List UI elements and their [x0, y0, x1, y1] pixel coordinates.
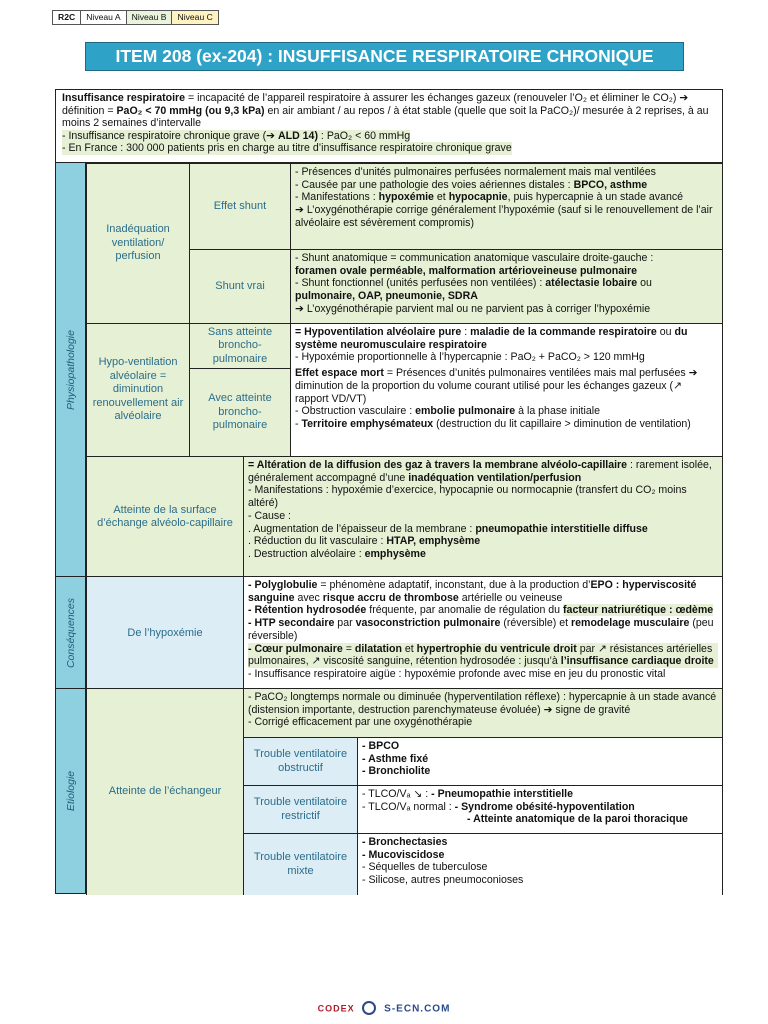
effet-shunt-text: - Présences d’unités pulmonaires perfusées normalement mais mal ventilées - Causée par une pathologie des voies aériennes distales : BPCO, asthme - Manifestations : hypoxémie et hypocapnie, puis hypercapnie à un stade avancé ➔ L’oxygénothérapie corrige généralement l’hypoxémie (sauf si le renouvellement de l’air alvéolaire est sévèrement compromis) — [290, 163, 723, 250]
echangeur-text: - PaCO₂ longtemps normale ou diminuée (hyperventilation réflexe) : hypercapnie à un stade avancé (distension importante, destruction parenchymateuse évoluée) ➔ signe de gravité - Corrigé efficacement par une oxygénothérapie — [243, 688, 723, 738]
label-inadequation: Inadéquation ventilation/ perfusion — [86, 163, 190, 324]
codex-logo: CODEX — [317, 1003, 355, 1014]
section-consequences — [55, 576, 723, 689]
label-mixte: Trouble ventilatoire mixte — [243, 833, 358, 895]
mixte-list: - Bronchectasies - Mucoviscidose - Séquelles de tuberculose - Silicose, autres pneumoconioses — [357, 833, 723, 895]
epidemiology-line: - En France : 300 000 patients pris en charge au titre d’insuffisance respiratoire chronique grave — [62, 142, 512, 155]
label-sans-atteinte: Sans atteinte broncho-pulmonaire — [189, 323, 291, 369]
label-effet-shunt: Effet shunt — [189, 163, 291, 250]
consequences-text: - Polyglobulie = phénomène adaptatif, inconstant, due à la production d’EPO : hyperviscosité sanguine avec risque accru de thrombose artérielle ou veineuse - Rétention hydrosodée fréquente, par anomalie de régulation du facteur natriurétique : œdème - HTP secondaire par vasoconstriction pulmonaire (réversible) et remodelage musculaire (peu réversible) - Cœur pulmonaire = dilatation et hypertrophie du ventricule droit par ↗ résistances artérielles pulmonaires, ↗ viscosité sanguine, rétention hydrosodée : jusqu’à l’insuffisance cardiaque droite - Insuffisance respiratoire aigüe : hypoxémie profonde avec mise en jeu du pronostic vital — [243, 576, 723, 690]
tab-etiologie: Etiologie — [56, 689, 86, 893]
hypoventilation-text: = Hypoventilation alvéolaire pure : maladie de la commande respiratoire ou du système neuromusculaire respiratoire - Hypoxémie proportionnelle à l’hypercapnie : PaO₂ + PaCO₂ > 120 mmHg Effet espace mort = Présences d’unités pulmonaires ventilées mais mal perfusées ➔ diminution de la proportion du volume courant utilisé pour les échanges gazeux (↗ rapport VD/VT) - Obstruction vasculaire : embolie pulmonaire à la phase initiale - Territoire emphysémateux (destruction du lit capillaire > diminution de ventilation) — [290, 323, 723, 457]
footer-logo — [0, 1002, 768, 1016]
section-etiologie — [55, 688, 723, 894]
tab-physiopathologie: Physiopathologie — [56, 163, 86, 576]
definition-box — [55, 89, 723, 163]
site-name: S-ECN.COM — [384, 1003, 451, 1015]
obstructif-list: - BPCO - Asthme fixé - Bronchiolite — [357, 737, 723, 786]
page-title: ITEM 208 (ex-204) : INSUFFISANCE RESPIRATOIRE CHRONIQUE — [85, 42, 684, 71]
label-hypoxemie: De l’hypoxémie — [86, 576, 244, 690]
shunt-vrai-text: - Shunt anatomique = communication anatomique vasculaire droite-gauche : foramen ovale perméable, malformation artérioveineuse pulmonaire - Shunt fonctionnel (unités perfusées non ventilées) : atélectasie lobaire ou pulmonaire, OAP, pneumonie, SDRA ➔ L’oxygénothérapie parvient mal ou ne parvient pas à corriger l’hypoxémie — [290, 249, 723, 324]
restrictif-list: - TLCO/Vₐ ↘ : - Pneumopathie interstitielle - TLCO/Vₐ normal : - Syndrome obésité-hypoventilation - Atteinte anatomique de la paroi thoracique — [357, 785, 723, 834]
label-hypoventilation: Hypo-ventilation alvéolaire = diminution renouvellement air alvéolaire — [86, 323, 190, 457]
level-a: Niveau A — [81, 10, 126, 25]
tab-consequences: Conséquences — [56, 577, 86, 688]
definition-text: Insuffisance respiratoire = incapacité de l’appareil respiratoire à assurer les échanges gazeux (renouveler l’O₂ et éliminer le CO₂) ➔ définition = PaO₂ < 70 mmHg (ou 9,3 kPa) en air ambiant / au repos / à état stable (quelle que soit la PaCO₂)/ mesurée à 2 reprises, à au moins 2 semaines d’intervalle — [62, 92, 709, 130]
label-obstructif: Trouble ventilatoire obstructif — [243, 737, 358, 786]
label-avec-atteinte: Avec atteinte broncho-pulmonaire — [189, 368, 291, 457]
label-atteinte-echangeur: Atteinte de l’échangeur — [86, 688, 244, 895]
level-b: Niveau B — [127, 10, 173, 25]
s-ecn-icon — [362, 1001, 376, 1015]
label-atteinte-surface: Atteinte de la surface d’échange alvéolo-capillaire — [86, 456, 244, 577]
ald-line: - Insuffisance respiratoire chronique grave (➔ ALD 14) : PaO₂ < 60 mmHg — [62, 129, 411, 142]
section-physiopathologie — [55, 163, 723, 577]
level-c: Niveau C — [172, 10, 218, 25]
label-shunt-vrai: Shunt vrai — [189, 249, 291, 324]
diffusion-text: = Altération de la diffusion des gaz à travers la membrane alvéolo-capillaire : rarement isolée, généralement accompagné d’une inadéquation ventilation/perfusion - Manifestations : hypoxémie d’exercice, hypocapnie ou normocapnie (transfert du CO₂ moins altéré) - Cause : . Augmentation de l’épaisseur de la membrane : pneumopathie interstitielle diffuse . Réduction du lit vasculaire : HTAP, emphysème . Destruction alvéolaire : emphysème — [243, 456, 723, 577]
level-r2c: R2C — [52, 10, 81, 25]
label-restrictif: Trouble ventilatoire restrictif — [243, 785, 358, 834]
level-legend — [52, 10, 219, 25]
